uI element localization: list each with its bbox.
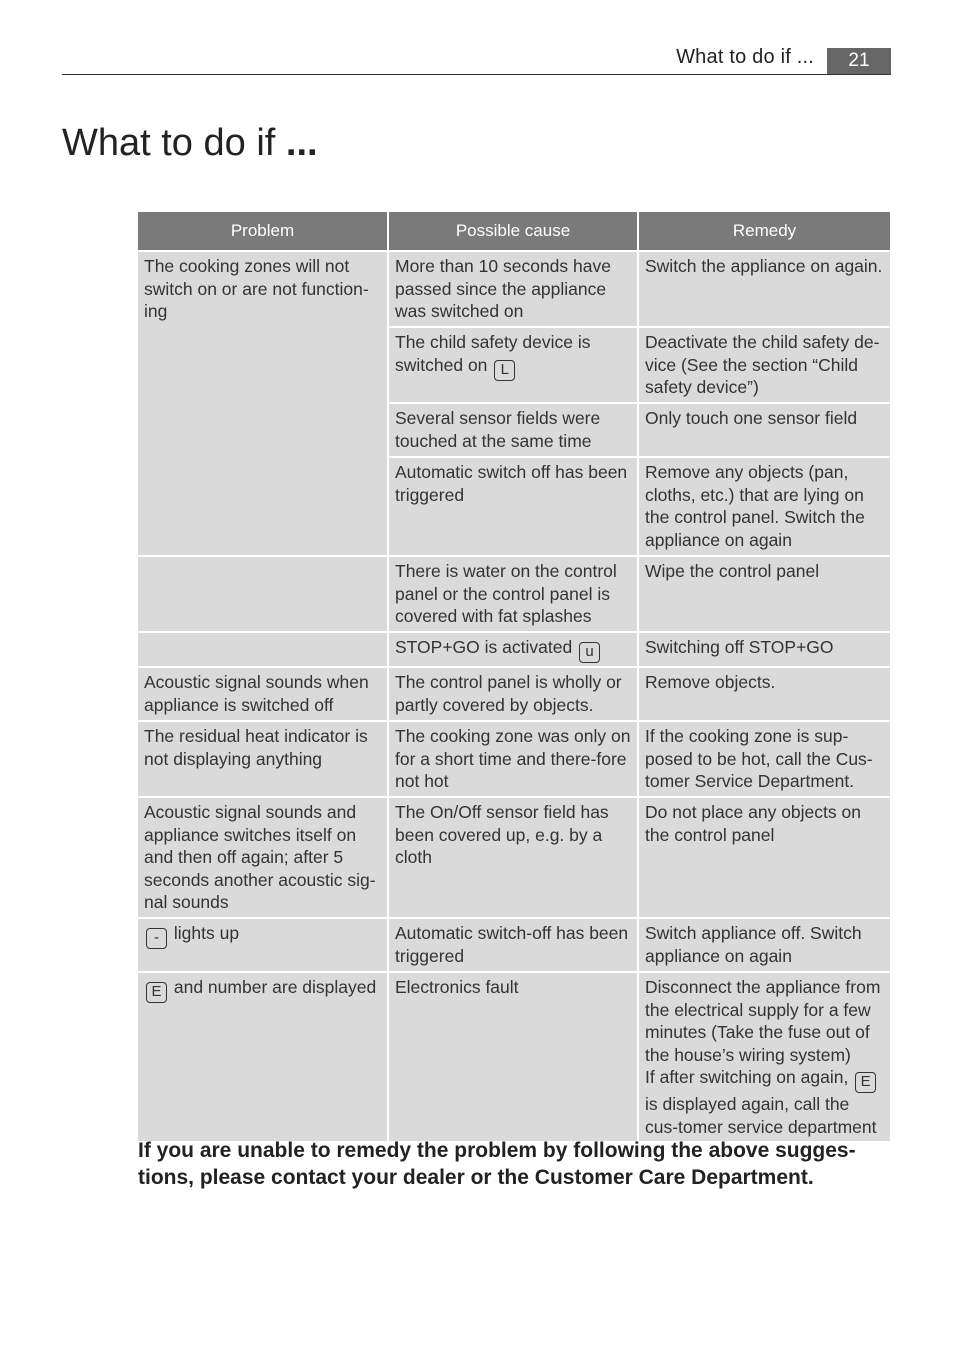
remedy-cell: If the cooking zone is sup-posed to be hot, call the Cus-tomer Service Department. [638, 721, 890, 797]
running-header-title: What to do if ... [676, 46, 814, 68]
column-header-cause: Possible cause [388, 212, 638, 251]
cause-text: STOP+GO is activated [395, 637, 573, 657]
cause-text: The child safety device is switched on [395, 332, 591, 375]
remedy-cell: Switch the appliance on again. [638, 251, 890, 327]
problem-text: and number are displayed [173, 977, 377, 997]
table-row [138, 972, 890, 1142]
remedy-text: If after switching on again, [645, 1067, 849, 1087]
remedy-cell: Wipe the control panel [638, 556, 890, 632]
problem-cell: Acoustic signal sounds and appliance switches itself on and then off again; after 5 seconds another acoustic sig-nal sounds [138, 797, 388, 918]
page-title [62, 122, 318, 165]
column-header-problem: Problem [138, 212, 388, 251]
cause-cell [388, 632, 638, 667]
cause-cell: More than 10 seconds have passed since the appliance was switched on [388, 251, 638, 327]
table-row [138, 632, 890, 667]
remedy-cell: Remove objects. [638, 667, 890, 721]
problem-cell: The residual heat indicator is not displaying anything [138, 721, 388, 797]
table-row [138, 918, 890, 972]
page-title-text: What to do if [62, 122, 276, 164]
cause-cell: There is water on the control panel or the control panel is covered with fat splashes [388, 556, 638, 632]
problem-text: lights up [173, 923, 240, 943]
remedy-cell: Switch appliance off. Switch appliance on again [638, 918, 890, 972]
cause-cell: Automatic switch off has been triggered [388, 457, 638, 556]
contact-note: If you are unable to remedy the problem by following the above sugges-tions, please contact your dealer or the Customer Care Department. [138, 1139, 856, 1189]
header-rule [62, 74, 891, 75]
table-row [138, 797, 890, 918]
error-e-display-icon: E [855, 1072, 876, 1093]
column-header-remedy: Remedy [638, 212, 890, 251]
table-row [138, 721, 890, 797]
table-header-row [138, 212, 890, 251]
problem-cell [138, 918, 388, 972]
cause-cell: Several sensor fields were touched at the same time [388, 403, 638, 457]
cause-cell: Electronics fault [388, 972, 638, 1142]
remedy-text: Disconnect the appliance from the electrical supply for a few minutes (Take the fuse out of the house’s wiring system) [645, 977, 881, 1065]
cause-cell: The On/Off sensor field has been covered up, e.g. by a cloth [388, 797, 638, 918]
table-row [138, 556, 890, 632]
dash-display-icon: - [146, 928, 167, 949]
cause-cell: Automatic switch-off has been triggered [388, 918, 638, 972]
page-number: 21 [827, 48, 891, 74]
page-title-dots: ... [285, 122, 318, 164]
remedy-cell: Remove any objects (pan, cloths, etc.) that are lying on the control panel. Switch the appliance on again [638, 457, 890, 556]
cause-cell: The control panel is wholly or partly covered by objects. [388, 667, 638, 721]
troubleshooting-table [138, 212, 890, 1143]
problem-cell [138, 972, 388, 1142]
remedy-cell: Only touch one sensor field [638, 403, 890, 457]
remedy-cell: Do not place any objects on the control panel [638, 797, 890, 918]
cause-cell [388, 327, 638, 403]
remedy-cell [638, 972, 890, 1142]
problem-cell: The cooking zones will not switch on or are not function-ing [138, 251, 388, 556]
problem-cell [138, 556, 388, 632]
cause-cell: The cooking zone was only on for a short time and there-fore not hot [388, 721, 638, 797]
problem-cell: Acoustic signal sounds when appliance is switched off [138, 667, 388, 721]
table-row [138, 667, 890, 721]
problem-cell [138, 632, 388, 667]
remedy-cell: Deactivate the child safety de-vice (See the section “Child safety device”) [638, 327, 890, 403]
remedy-cell: Switching off STOP+GO [638, 632, 890, 667]
stop-go-key-icon: u [579, 642, 600, 663]
error-e-display-icon: E [146, 982, 167, 1003]
table-row [138, 251, 890, 327]
remedy-text: is displayed again, call the cus-tomer service department [645, 1094, 877, 1137]
child-lock-key-icon: L [494, 360, 515, 381]
